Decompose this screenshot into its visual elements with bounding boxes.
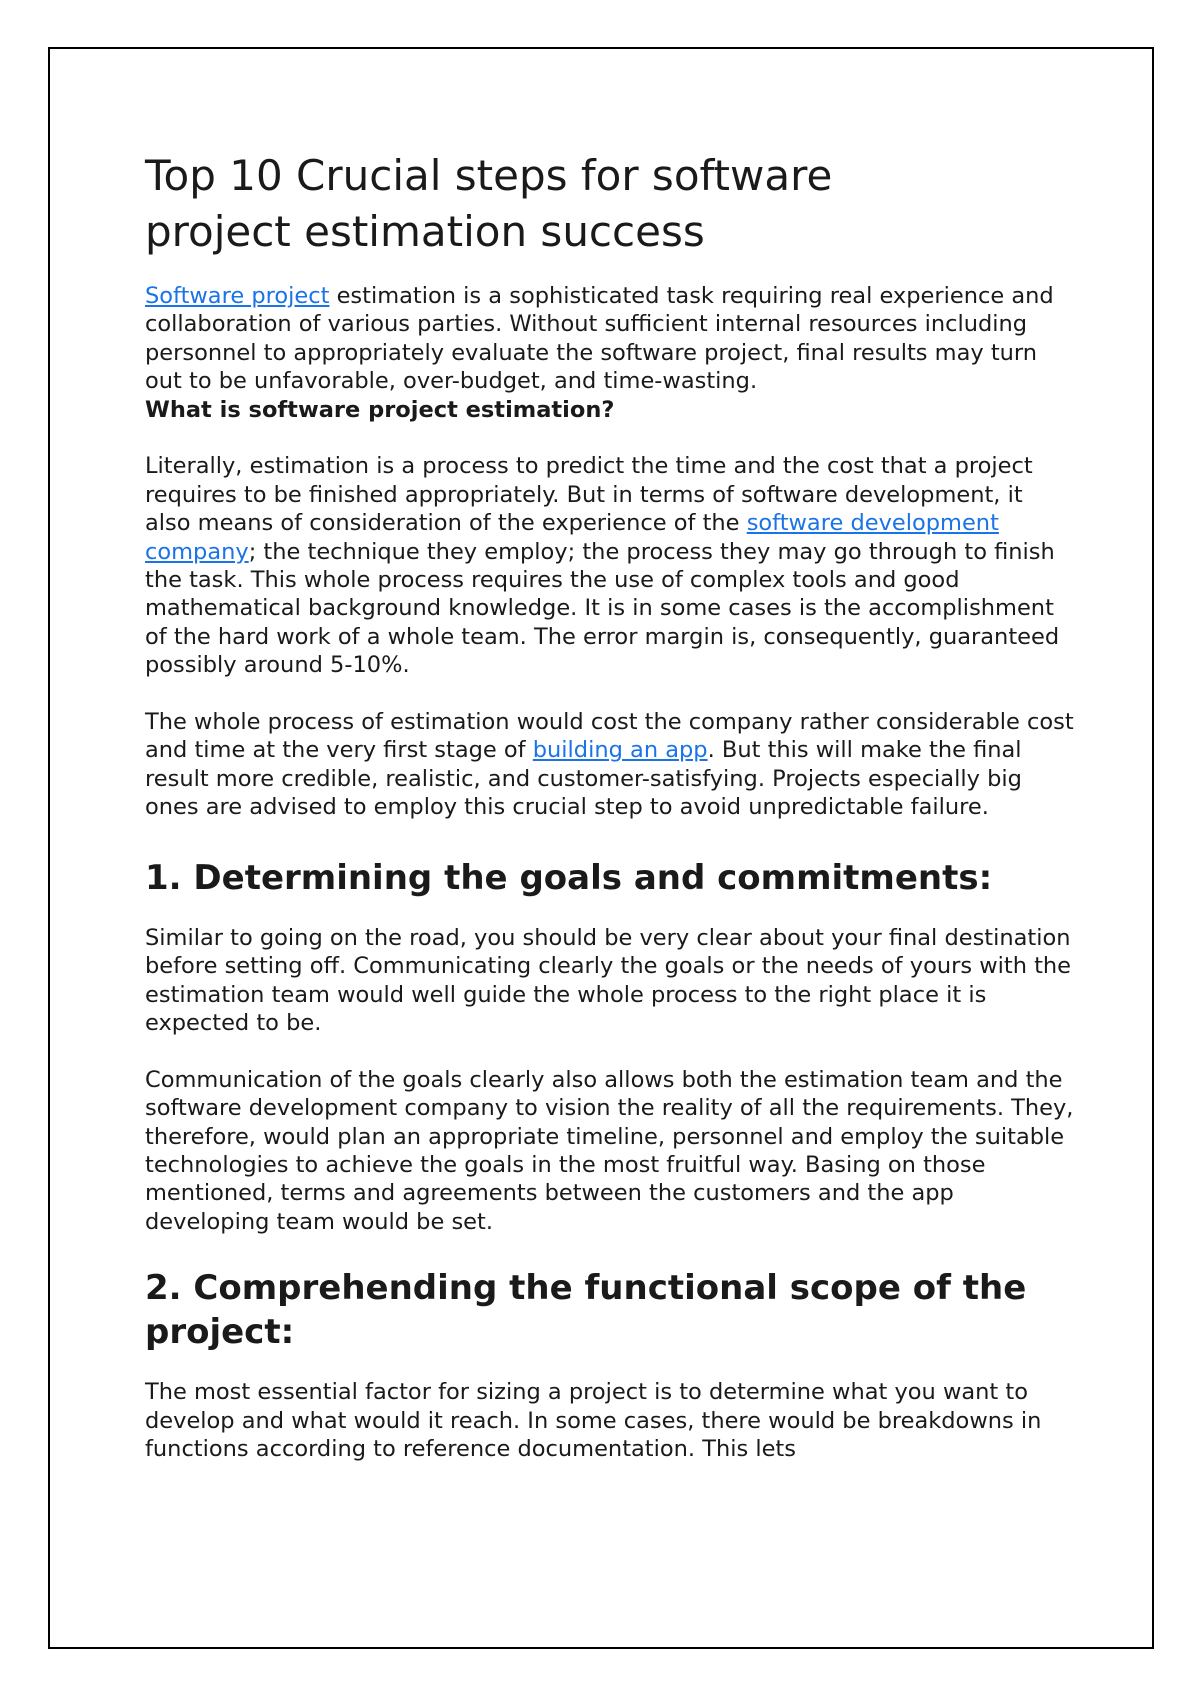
document-body bbox=[145, 148, 1075, 1463]
literally-paragraph bbox=[145, 452, 1075, 679]
intro-paragraph bbox=[145, 282, 1075, 396]
section-2-heading: 2. Comprehending the functional scope of the project: bbox=[145, 1268, 1027, 1353]
document-title bbox=[145, 148, 1075, 260]
software-project-link[interactable]: Software project bbox=[145, 283, 330, 309]
whole-process-paragraph bbox=[145, 708, 1075, 822]
section-1-paragraph-1: Similar to going on the road, you should be very clear about your final destination before setting off. Communicating clearly the goals or the needs of yours with the estimation team would well guide the whole process to the right place it is expected to be. bbox=[145, 924, 1072, 1036]
intro-text: estimation is a sophisticated task requiring real experience and collaboration of various parties. Without sufficient internal resources including personnel to appropriately evaluate the software project, final results may turn out to be unfavorable, over-budget, and time-wasting. bbox=[145, 283, 1054, 395]
title-line-2: project estimation success bbox=[145, 207, 705, 256]
literally-text-before: Literally, estimation is a process to predict the time and the cost that a project requires to be finished appropriately. But in terms of software development, it also means of consideration of the experience of the bbox=[145, 453, 1033, 537]
software-development-company-link[interactable]: software development company bbox=[145, 510, 999, 565]
whole-process-text-after: . But this will make the final result more credible, realistic, and customer-satisfying. Projects especially big ones are advised to employ this crucial step to avoid unpredictable failure. bbox=[145, 737, 1022, 821]
building-an-app-link[interactable]: building an app bbox=[532, 737, 708, 764]
whole-process-text-before: The whole process of estimation would cost the company rather considerable cost and time at the very first stage of bbox=[145, 709, 1074, 764]
title-line-1: Top 10 Crucial steps for software bbox=[145, 151, 833, 200]
section-1-heading: 1. Determining the goals and commitments: bbox=[145, 857, 993, 898]
literally-text-after: ; the technique they employ; the process they may go through to finish the task. This whole process requires the use of complex tools and good mathematical background knowledge. It is in some cases is the accomplishment of the hard work of a whole team. The error margin is, consequently, guaranteed possibly around 5-10%. bbox=[145, 538, 1060, 679]
section-1-paragraph-2: Communication of the goals clearly also allows both the estimation team and the software development company to vision the reality of all the requirements. They, therefore, would plan an appropriate timeline, personnel and employ the suitable technologies to achieve the goals in the most fruitful way. Basing on those mentioned, terms and agreements between the customers and the app developing team would be set. bbox=[145, 1066, 1074, 1235]
section-2-paragraph-1: The most essential factor for sizing a project is to determine what you want to develop and what would it reach. In some cases, there would be breakdowns in functions according to reference documentation. This lets bbox=[145, 1379, 1042, 1462]
what-is-heading: What is software project estimation? bbox=[145, 396, 615, 423]
